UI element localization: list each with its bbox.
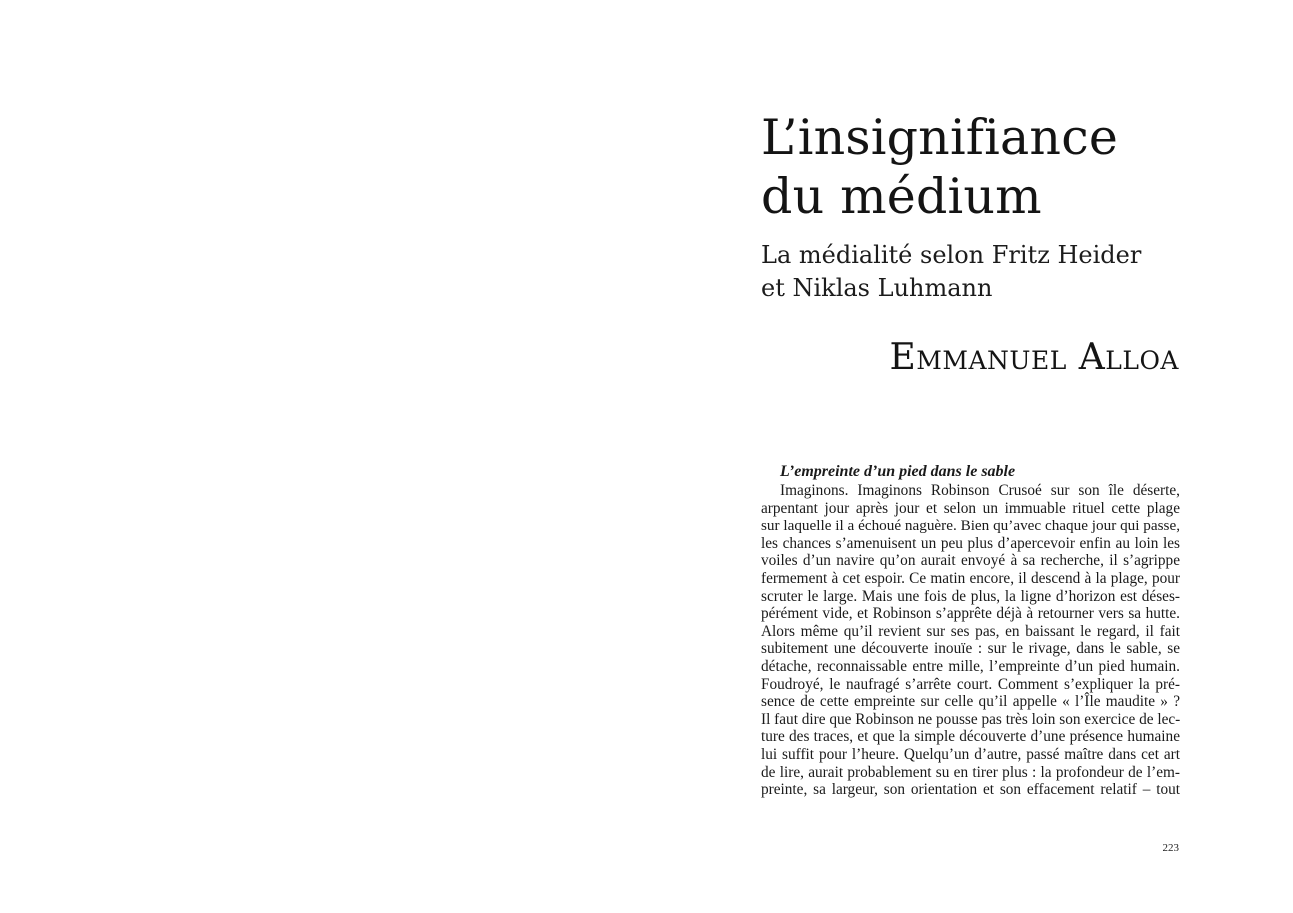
body-line: pérément vide, et Robinson s’apprête déjà à retourner vers sa hutte.: [761, 605, 1180, 623]
chapter-title-line-1: L’insignifiance: [761, 109, 1119, 166]
page-number: 223: [1162, 842, 1179, 854]
chapter-subtitle-line-1: La médialité selon Fritz Heider: [761, 241, 1142, 269]
body-line: subitement une découverte inouïe : sur le rivage, dans le sable, se: [761, 640, 1180, 658]
author-name: Emmanuel Alloa: [889, 337, 1179, 378]
body-line: Foudroyé, le naufragé s’arrête court. Comment s’expliquer la pré-: [761, 675, 1180, 693]
body-line: détache, reconnaissable entre mille, l’empreinte d’un pied humain.: [761, 657, 1180, 675]
body-line: lui suffit pour l’heure. Quelqu’un d’autre, passé maître dans cet art: [761, 745, 1180, 763]
body-line: Alors même qu’il revient sur ses pas, en baissant le regard, il fait: [761, 622, 1180, 640]
chapter-subtitle: [761, 239, 1141, 305]
body-line: les chances s’amenuisent un peu plus d’apercevoir enfin au loin les: [761, 534, 1180, 552]
section-heading: L’empreinte d’un pied dans le sable: [780, 463, 1016, 480]
chapter-title-line-2: du médium: [761, 168, 1042, 225]
body-line: Il faut dire que Robinson ne pousse pas très loin son exercice de lec-: [761, 710, 1181, 728]
left-page-blank: [0, 0, 646, 913]
body-line: fermement à cet espoir. Ce matin encore, il descend à la plage, pour: [761, 569, 1180, 587]
right-page: [646, 0, 1293, 913]
body-line: sence de cette empreinte sur celle qu’il appelle « l’Île maudite » ?: [761, 693, 1180, 711]
body-line: preinte, sa largeur, son orientation et son effacement relatif – tout: [761, 781, 1180, 799]
body-line: voiles d’un navire qu’on aurait envoyé à sa recherche, il s’agrippe: [761, 552, 1180, 570]
body-line: scruter le large. Mais une fois de plus, la ligne d’horizon est déses-: [761, 587, 1180, 605]
body-line: arpentant jour après jour et selon un immuable rituel cette plage: [761, 499, 1180, 517]
body-line: ture des traces, et que la simple découverte d’une présence humaine: [761, 728, 1180, 746]
body-line: de lire, aurait probablement su en tirer plus : la profondeur de l’em-: [761, 763, 1180, 781]
chapter-title: [761, 108, 1118, 226]
body-line: Imaginons. Imaginons Robinson Crusoé sur son île déserte,: [780, 482, 1180, 499]
body-paragraph: [761, 482, 1180, 799]
chapter-subtitle-line-2: et Niklas Luhmann: [761, 274, 993, 302]
body-line: sur laquelle il a échoué naguère. Bien qu’avec chaque jour qui passe,: [761, 517, 1180, 535]
